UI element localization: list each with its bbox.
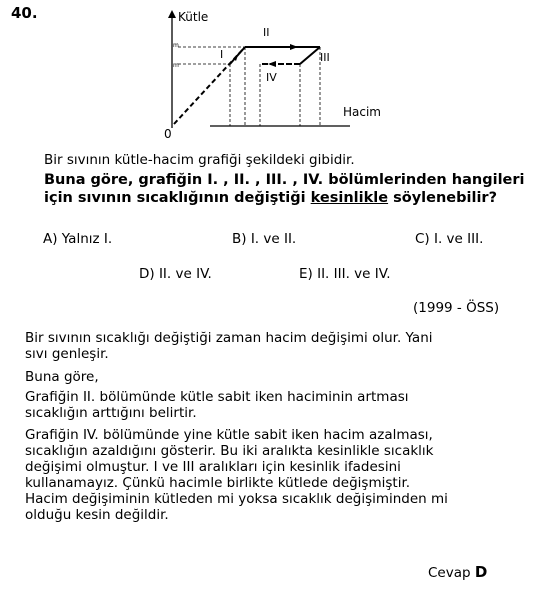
prompt-text-after: söylenebilir? bbox=[388, 190, 497, 206]
segment-iii-line bbox=[300, 47, 320, 64]
y-axis-arrow bbox=[168, 10, 176, 18]
explanation-line-11: olduğu kesin değildir. bbox=[25, 507, 169, 523]
y-axis-label: Kütle bbox=[178, 10, 209, 24]
explanation-line-5: sıcaklığın arttığını belirtir. bbox=[25, 405, 197, 421]
question-prompt-line2 bbox=[44, 190, 497, 206]
answer-label: Cevap bbox=[428, 565, 475, 581]
label-iii: III bbox=[320, 51, 330, 64]
question-number: 40. bbox=[11, 4, 38, 22]
explanation-line-3: Buna göre, bbox=[25, 369, 99, 385]
question-prompt-line1: Buna göre, grafiğin I. , II. , III. , IV. bölümlerinden hangileri bbox=[44, 172, 525, 188]
label-i: I bbox=[220, 48, 224, 61]
explanation-line-10: Hacim değişiminin kütleden mi yoksa sıcaklık değişiminden mi bbox=[25, 491, 448, 507]
option-c[interactable]: C) I. ve III. bbox=[415, 231, 484, 247]
label-iv: IV bbox=[266, 71, 277, 84]
m2-tick: m bbox=[173, 42, 179, 49]
explanation-line-8: değişimi olmuştur. I ve III aralıkları için kesinlik ifadesini bbox=[25, 459, 401, 475]
m1-tick: m bbox=[173, 62, 179, 69]
explanation-line-2: sıvı genleşir. bbox=[25, 346, 109, 362]
label-ii: II bbox=[263, 26, 270, 39]
option-b[interactable]: B) I. ve II. bbox=[232, 231, 297, 247]
origin-label: 0 bbox=[164, 127, 172, 141]
question-stem: Bir sıvının kütle-hacim grafiği şekildeki gibidir. bbox=[44, 152, 355, 168]
explanation-line-9: kullanamayız. Çünkü hacimle birlikte kütlede değişmiştir. bbox=[25, 475, 411, 491]
arrow-iv bbox=[268, 61, 276, 67]
explanation-line-7: sıcaklığın azaldığını gösterir. Bu iki aralıkta kesinlikle sıcaklık bbox=[25, 443, 434, 459]
x-axis-label: Hacim bbox=[343, 105, 381, 119]
explanation-line-4: Grafiğin II. bölümünde kütle sabit iken haciminin artması bbox=[25, 389, 409, 405]
answer bbox=[428, 563, 487, 581]
option-e[interactable]: E) II. III. ve IV. bbox=[299, 266, 391, 282]
answer-letter: D bbox=[474, 563, 488, 581]
arrow-i bbox=[234, 52, 239, 61]
explanation-line-6: Grafiğin IV. bölümünde yine kütle sabit iken hacim azalması, bbox=[25, 427, 433, 443]
arrow-ii bbox=[290, 44, 298, 50]
prompt-emphasis: kesinlikle bbox=[310, 190, 389, 206]
question-source: (1999 - ÖSS) bbox=[413, 300, 500, 316]
option-a[interactable]: A) Yalnız I. bbox=[43, 231, 113, 247]
prompt-text-before: için sıvının sıcaklığının değiştiği bbox=[44, 190, 311, 206]
option-d[interactable]: D) II. ve IV. bbox=[139, 266, 212, 282]
mass-volume-graph bbox=[150, 8, 390, 143]
explanation-line-1: Bir sıvının sıcaklığı değiştiği zaman hacim değişimi olur. Yani bbox=[25, 330, 433, 346]
